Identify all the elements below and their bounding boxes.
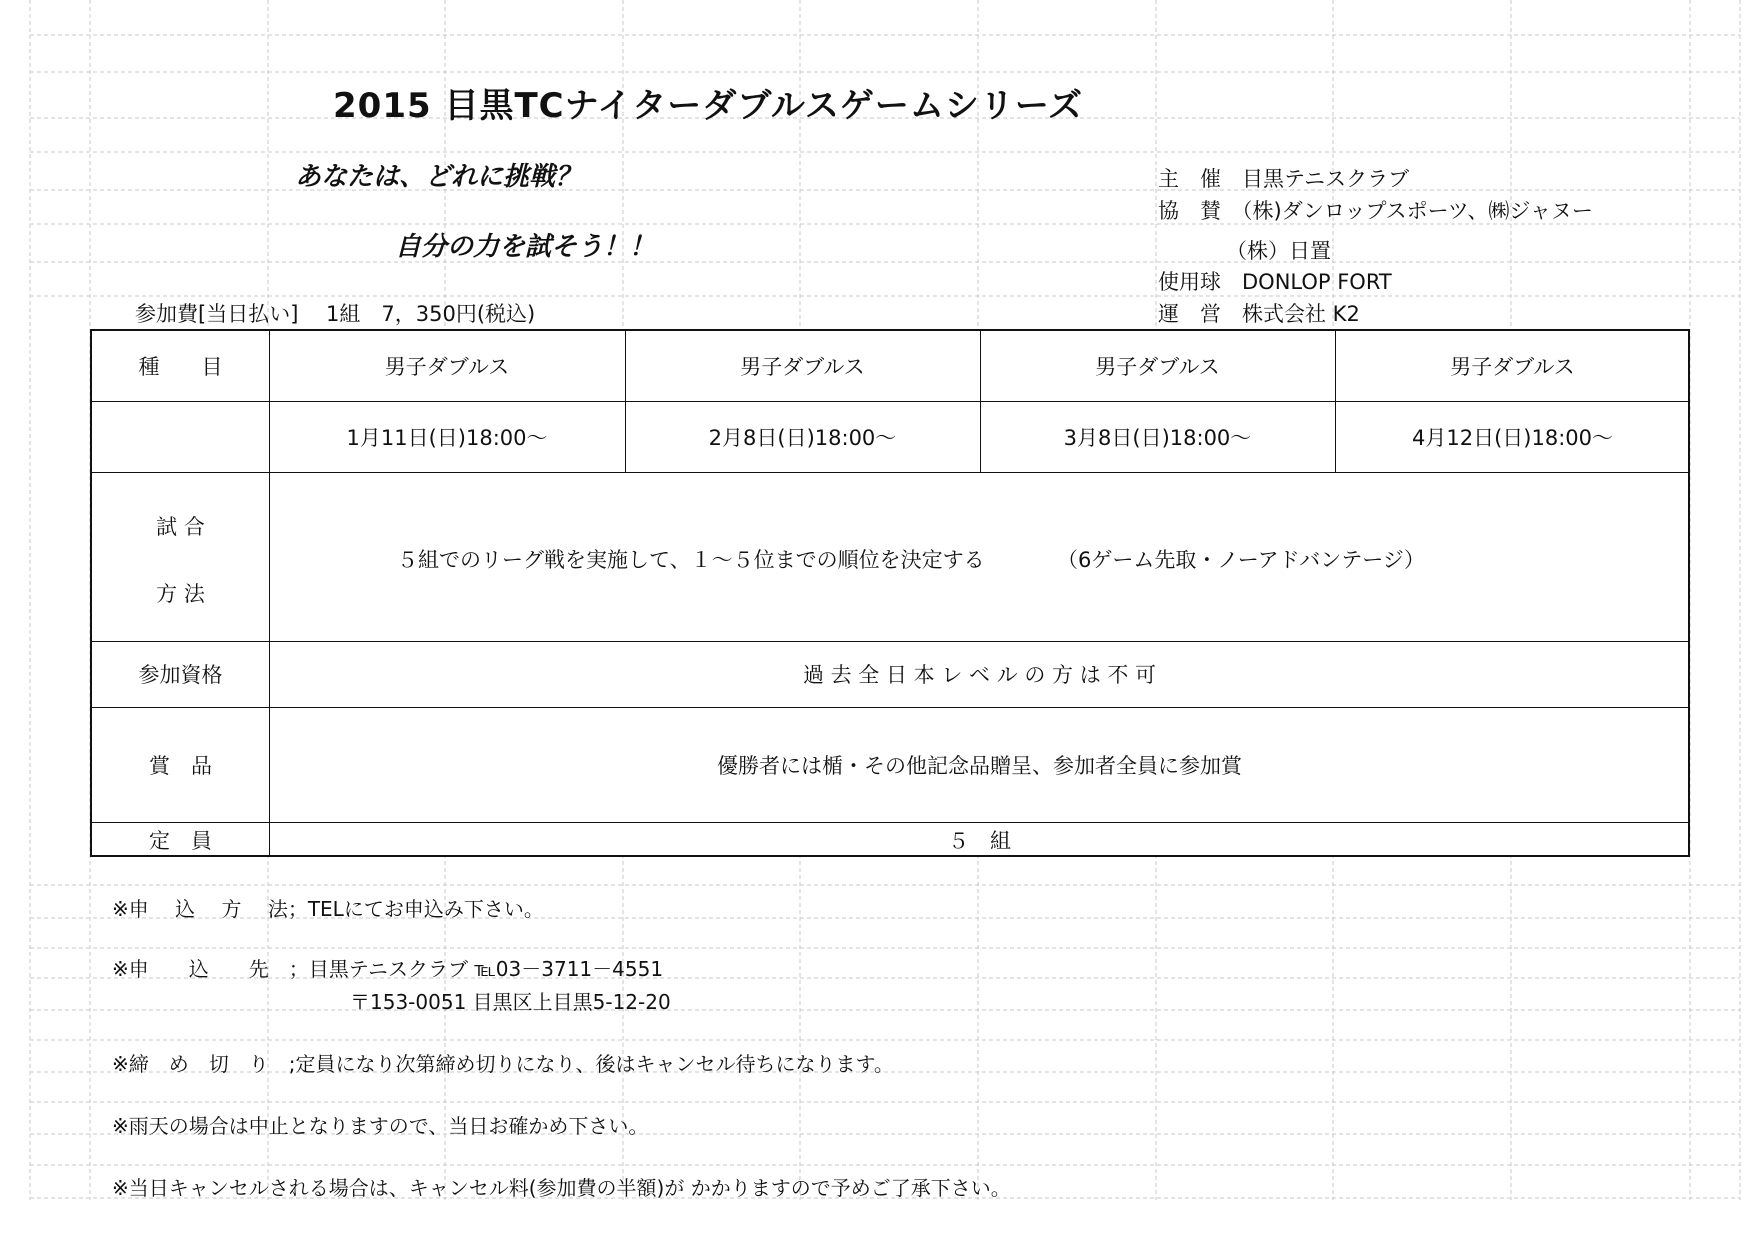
page-title: 2015 目黒TCナイターダブルスゲームシリーズ bbox=[333, 86, 1084, 126]
event-name: 男子ダブルス bbox=[740, 355, 865, 379]
capacity: ５ 組 bbox=[948, 828, 1011, 853]
note-apply-to: ※申 込 先 ；目黒テニスクラブ ℡03－3711－4551 bbox=[112, 957, 664, 981]
catchphrase-1: あなたは、どれに挑戦？ bbox=[295, 162, 582, 192]
organizer-host: 主 催 目黒テニスクラブ bbox=[1158, 167, 1410, 191]
organizer-ball: 使用球 DONLOP FORT bbox=[1158, 270, 1392, 294]
note-cancel: ※当日キャンセルされる場合は、キャンセル料(参加費の半額)が かかりますので予めご了承下さい。 bbox=[112, 1176, 1011, 1200]
organizer-sponsor: 協 賛 （株)ダンロップスポーツ、㈱ジャヌー bbox=[1158, 199, 1593, 223]
match-method-note: （6ゲーム先取・ノーアドバンテージ） bbox=[1057, 548, 1425, 572]
prize-label: 賞 品 bbox=[149, 753, 212, 778]
event-label: 種 目 bbox=[138, 355, 223, 379]
organizer-operator: 運 営 株式会社 K2 bbox=[1158, 302, 1360, 326]
entry-fee: 参加費[当日払い] 1組 7，350円(税込) bbox=[135, 302, 536, 326]
event-name: 男子ダブルス bbox=[384, 355, 510, 379]
event-date: 4月12日(日)18:00～ bbox=[1412, 425, 1613, 450]
catchphrase-2: 自分の力を試そう！！ bbox=[395, 232, 656, 262]
prize: 優勝者には楯・その他記念品贈呈、参加者全員に参加賞 bbox=[717, 753, 1242, 778]
note-apply-method: ※申 込 方 法；TELにてお申込み下さい。 bbox=[112, 897, 544, 921]
method-label-2: 方 法 bbox=[156, 582, 205, 606]
organizer-sponsor-2: （株）日置 bbox=[1226, 239, 1331, 263]
event-table bbox=[90, 329, 1690, 857]
qualification: 過 去 全 日 本 レ ベ ル の 方 は 不 可 bbox=[802, 663, 1157, 687]
event-date: 3月8日(日)18:00～ bbox=[1063, 425, 1252, 450]
event-date: 2月8日(日)18:00～ bbox=[708, 425, 897, 450]
note-rain: ※雨天の場合は中止となりますので、当日お確かめ下さい。 bbox=[112, 1114, 649, 1138]
match-method: ５組でのリーグ戦を実施して、１～５位までの順位を決定する bbox=[397, 548, 985, 572]
note-address: 〒153-0051 目黒区上目黒5-12-20 bbox=[350, 990, 671, 1014]
note-deadline: ※締 め 切 り ;定員になり次第締め切りになり、後はキャンセル待ちになります。 bbox=[112, 1052, 894, 1076]
capacity-label: 定 員 bbox=[149, 828, 212, 853]
qualification-label: 参加資格 bbox=[138, 663, 223, 687]
method-label-1: 試 合 bbox=[156, 515, 205, 539]
event-name: 男子ダブルス bbox=[1450, 355, 1575, 379]
event-date: 1月11日(日)18:00～ bbox=[346, 425, 548, 450]
event-name: 男子ダブルス bbox=[1095, 355, 1220, 379]
